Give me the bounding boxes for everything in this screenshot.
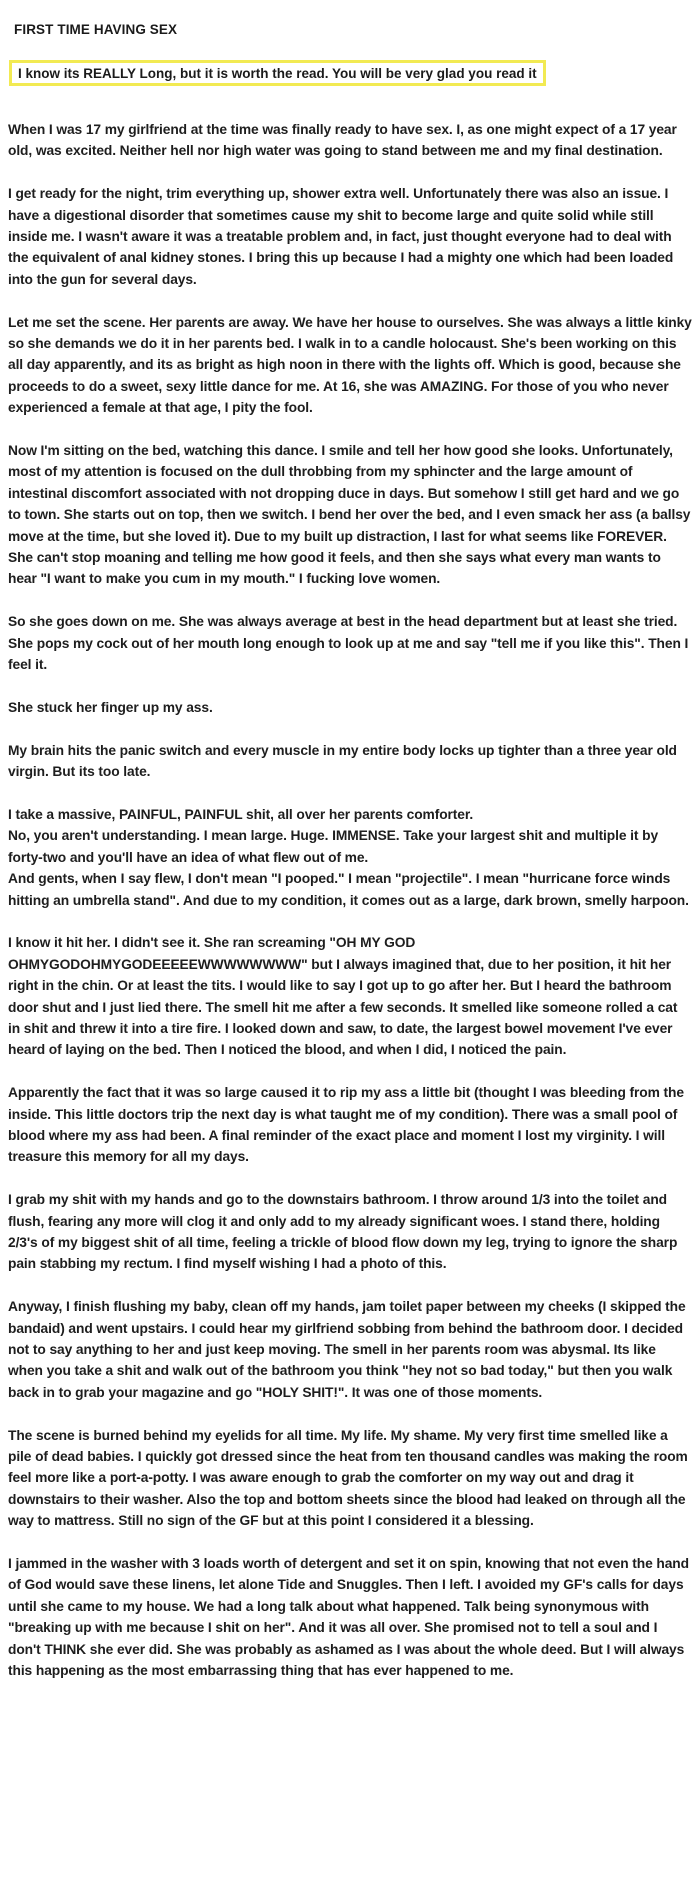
- paragraph: Let me set the scene. Her parents are away. We have her house to ourselves. She was always a little kinky so she demands we do it in her parents bed. I walk in to a candle holocaust. She's been working on this all day apparently, and its as bright as high noon in there with the lights off. Which is good, because she proceeds to do a sweet, sexy little dance for me. At 16, she was AMAZING. For those of you who never experienced a female at that age, I pity the fool.: [8, 314, 692, 416]
- paragraph: When I was 17 my girlfriend at the time was finally ready to have sex. I, as one might expect of a 17 year old, was excited. Neither hell nor high water was going to stand between me and my final destination.: [8, 122, 677, 159]
- paragraph: My brain hits the panic switch and every muscle in my entire body locks up tighter than a three year old virgin. But its too late.: [8, 742, 677, 780]
- paragraph: Anyway, I finish flushing my baby, clean off my hands, jam toilet paper between my cheeks (I skipped the bandaid) and went upstairs. I could hear my girlfriend sobbing from behind the bathroom door. I decided not to say anything to her and just keep moving. The smell in her parents room was abysmal. Its like when you take a shit and walk out of the bathroom you think "hey not so bad today," but then you walk back in to grab your magazine and go "HOLY SHIT!". It was one of those moments.: [8, 1299, 686, 1400]
- paragraph: I grab my shit with my hands and go to the downstairs bathroom. I throw around 1/3 into the toilet and flush, fearing any more will clog it and only add to my already significant woes. I stand there, holding 2/3's of my biggest shit of all time, feeling a trickle of blood flow down my leg, trying to ignore the sharp pain stabbing my rectum. I find myself wishing I had a photo of this.: [8, 1192, 678, 1272]
- story-body: [8, 119, 692, 1703]
- paragraph: Apparently the fact that it was so large caused it to rip my ass a little bit (thought I was bleeding from the inside. This little doctors trip the next day is what taught me of my condition). There was a small pool of blood where my ass had been. A final reminder of the exact place and moment I lost my virginity. I will treasure this memory for all my days.: [8, 1085, 684, 1165]
- paragraph: And gents, when I say flew, I don't mean "I pooped." I mean "projectile". I mean "hurricane force winds hitting an umbrella stand". And due to my condition, it comes out as a large, dark brown, smelly harpoon.: [8, 871, 689, 908]
- paragraph: I get ready for the night, trim everything up, shower extra well. Unfortunately there was also an issue. I have a digestional disorder that sometimes cause my shit to become large and quite solid while still inside me. I wasn't aware it was a treatable problem and, in fact, just thought everyone had to deal with the equivalent of anal kidney stones. I bring this up because I had a mighty one which had been loaded into the gun for several days.: [8, 186, 674, 287]
- paragraph: I jammed in the washer with 3 loads worth of detergent and set it on spin, knowing that not even the hand of God would save these linens, let alone Tide and Snuggles. Then I left. I avoided my GF's calls for days until she came to my house. We had a long talk about what happened. Talk being synonymous with "breaking up with me because I shit on her". And it was all over. She promised not to tell a soul and I don't THINK she ever did. She was probably as ashamed as I was about the whole deed. But I will always this happening as the most embarrassing thing that has ever happened to me.: [8, 1556, 689, 1679]
- paragraph: So she goes down on me. She was always average at best in the head department but at least she tried. She pops my cock out of her mouth long enough to look up at me and say "tell me if you like this". Then I feel it.: [8, 614, 689, 673]
- paragraph: She stuck her finger up my ass.: [8, 699, 213, 715]
- paragraph: I know it hit her. I didn't see it. She ran screaming "OH MY GOD OHMYGODOHMYGODEEEEEWWWWWWWW" but I always imagined that, due to her position, it hit her right in the chin. Or at least the tits. I would like to say I got up to go after her. But I heard the bathroom door shut and I just lied there. The smell hit me after a few seconds. It smelled like someone rolled a cat in shit and threw it into a tire fire. I looked down and saw, to date, the largest bowel movement I've ever heard of laying on the bed. Then I noticed the blood, and when I did, I noticed the pain.: [8, 935, 678, 1058]
- highlighted-callout: I know its REALLY Long, but it is worth the read. You will be very glad you read it: [9, 60, 546, 86]
- paragraph: I take a massive, PAINFUL, PAINFUL shit, all over her parents comforter.: [8, 806, 474, 822]
- paragraph: Now I'm sitting on the bed, watching this dance. I smile and tell her how good she looks. Unfortunately, most of my attention is focused on the dull throbbing from my sphincter and the large amount of intestinal discomfort associated with not dropping duce in days. But somehow I still get hard and we go to town. She starts out on top, then we switch. I bend her over the bed, and I even smack her ass (a ballsy move at the time, but she loved it). Due to my built up distraction, I last for what seems like FOREVER. She can't stop moaning and telling me how good it feels, and then she says what every man wants to hear "I want to make you cum in my mouth." I fucking love women.: [8, 443, 691, 587]
- paragraph: No, you aren't understanding. I mean large. Huge. IMMENSE. Take your largest shit and multiple it by forty-two and you'll have an idea of what flew out of me.: [8, 828, 659, 865]
- page-title: FIRST TIME HAVING SEX: [14, 22, 178, 37]
- paragraph: The scene is burned behind my eyelids for all time. My life. My shame. My very first time smelled like a pile of dead babies. I quickly got dressed since the heat from ten thousand candles was making the room feel more like a port-a-potty. I was aware enough to grab the comforter on my way out and drag it downstairs to their washer. Also the top and bottom sheets since the blood had leaked on through all the way to mattress. Still no sign of the GF but at this point I considered it a blessing.: [8, 1427, 688, 1529]
